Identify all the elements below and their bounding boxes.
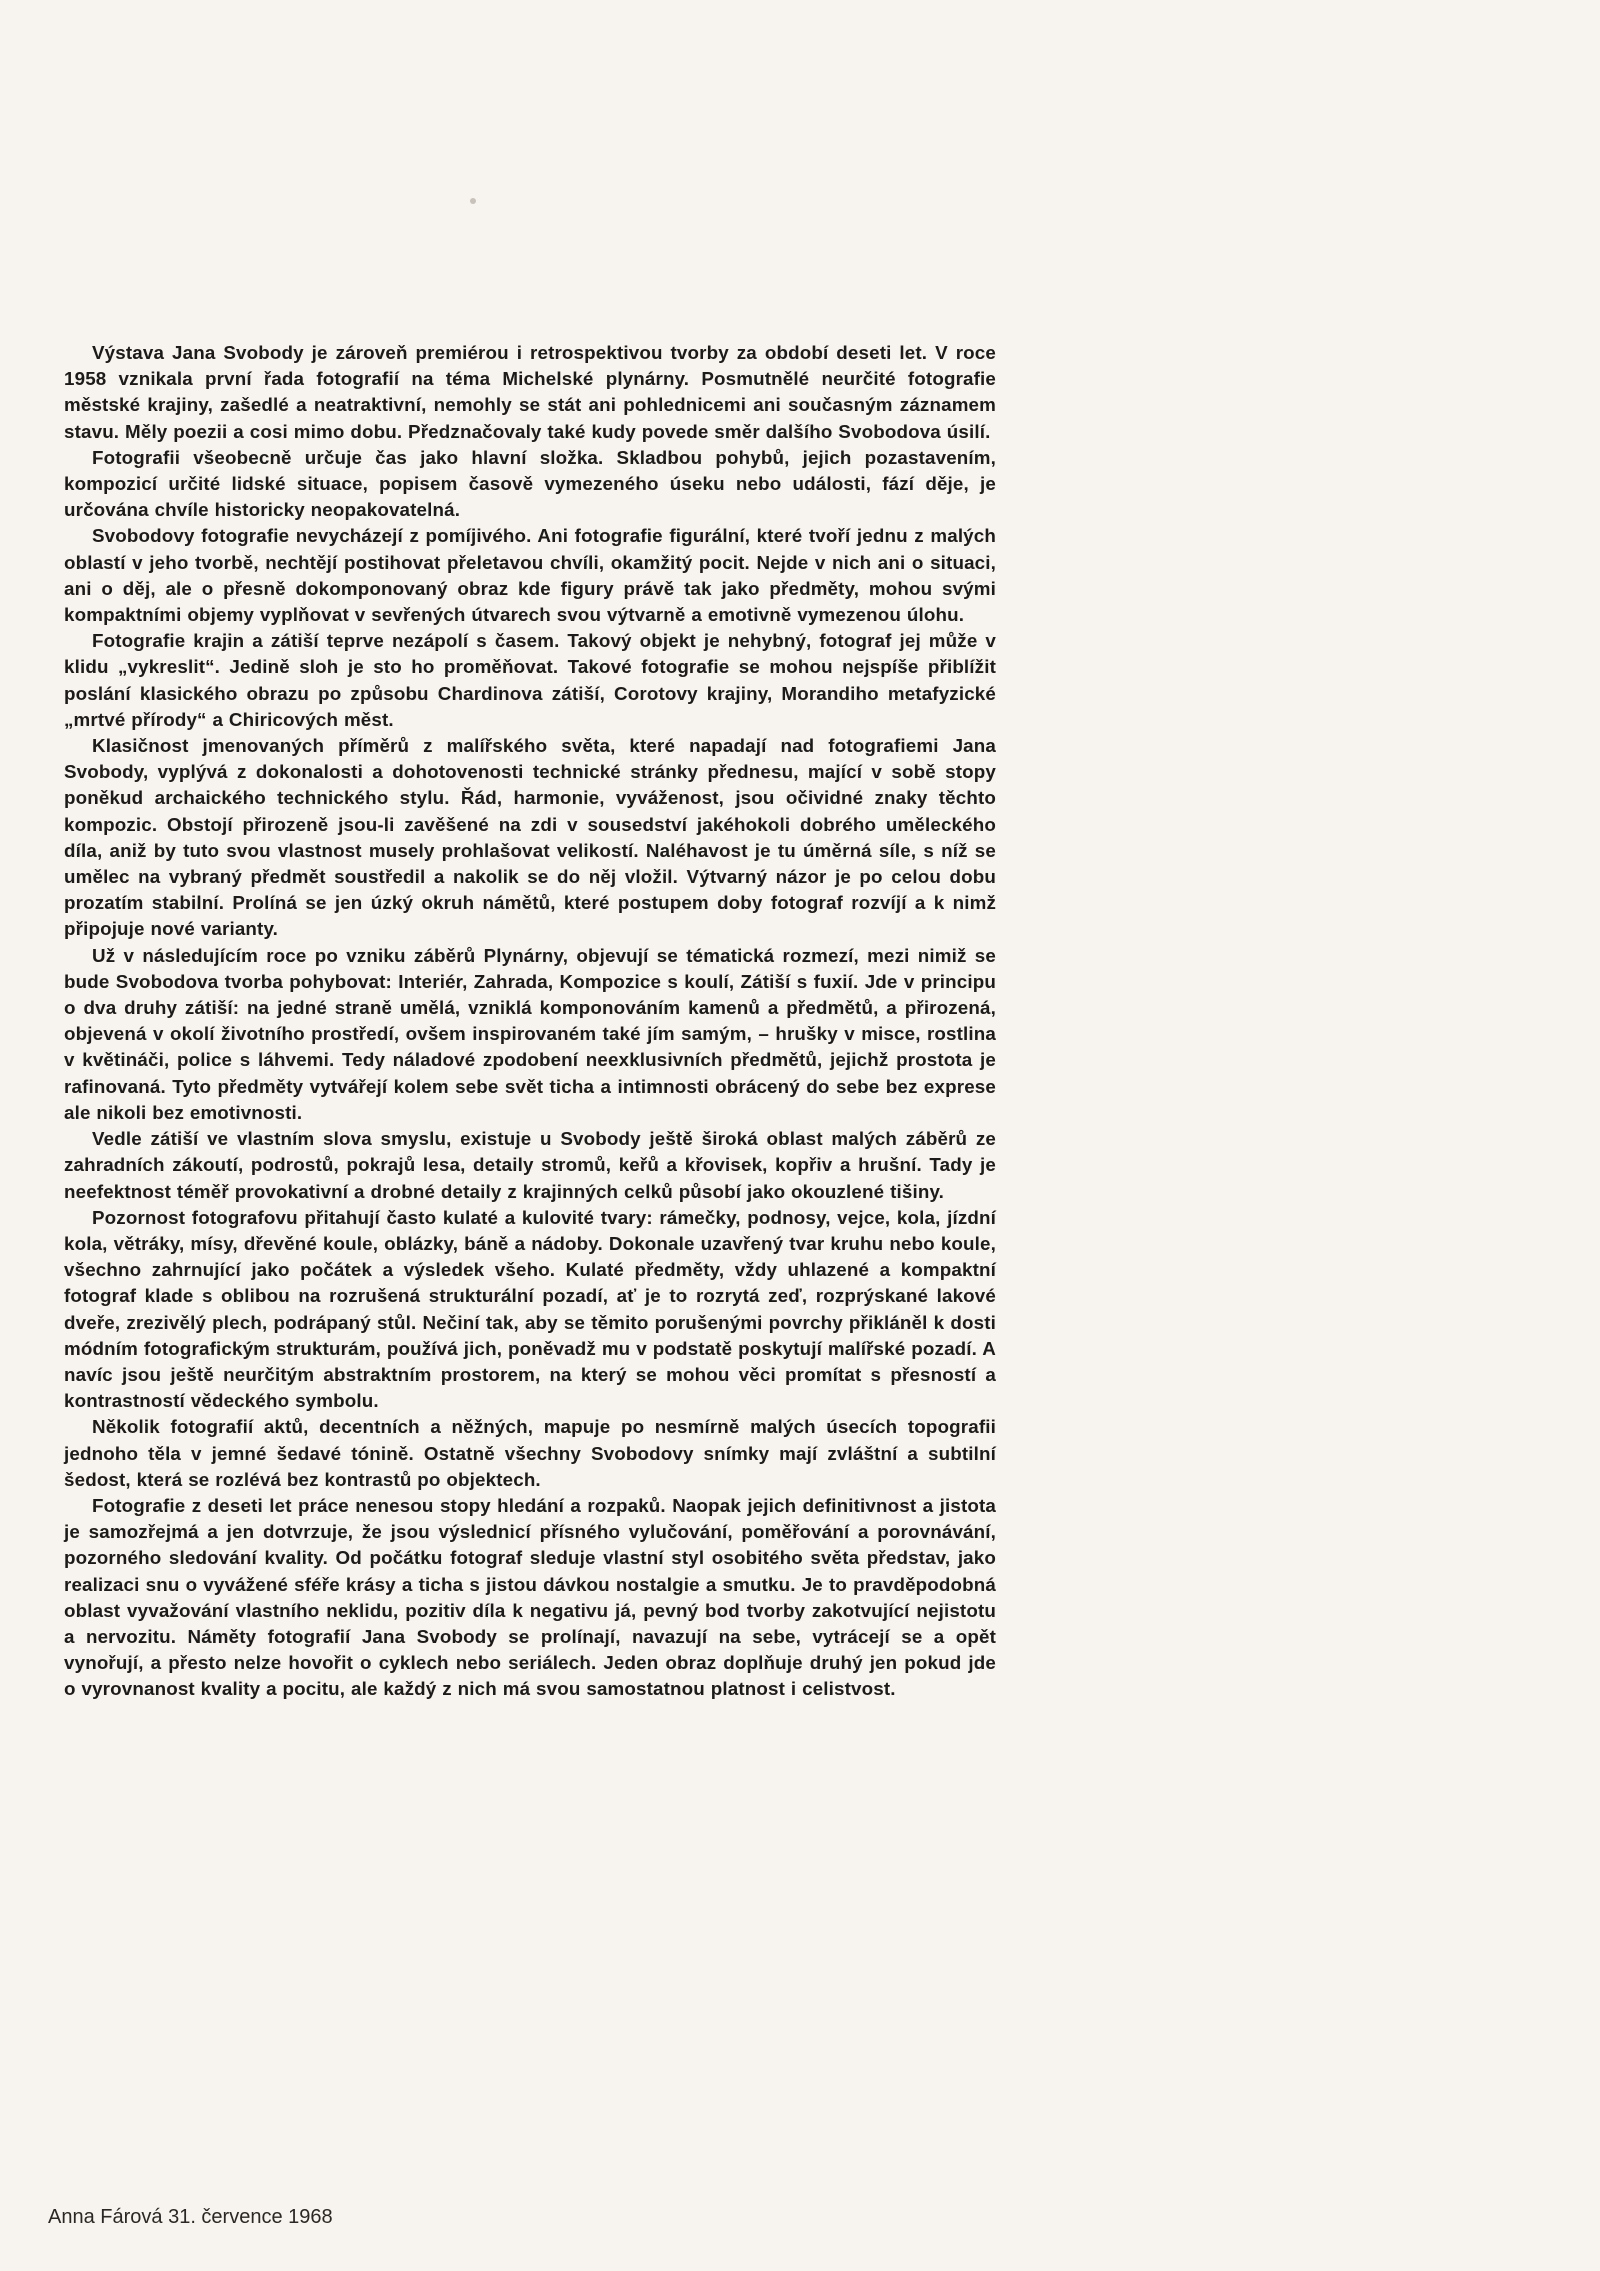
- paper-speck: [470, 198, 476, 204]
- article-body: [64, 340, 996, 1703]
- paragraph-figural: Svobodovy fotografie nevycházejí z pomíjivého. Ani fotografie figurální, které tvoří jednu z malých oblastí v jeho tvorbě, nechtějí postihovat přeletavou chvíli, okamžitý pocit. Nejde v nich ani o situaci, ani o děj, ale o přesně dokomponovaný obraz kde figury právě tak jako předměty, mohou svými kompaktními objemy vyplňovat v sevřených útvarech svou výtvarně a emotivně vymezenou úlohu.: [64, 525, 996, 626]
- paragraph-time: Fotografii všeobecně určuje čas jako hlavní složka. Skladbou pohybů, jejich pozastavením, kompozicí určité lidské situace, popisem časově vymezeného úseku nebo události, fází děje, je určována chvíle historicky neopakovatelná.: [64, 446, 996, 521]
- author-signature: Anna Fárová 31. července 1968: [48, 2206, 333, 2228]
- paragraph-garden: Vedle zátiší ve vlastním slova smyslu, existuje u Svobody ještě široká oblast malých záběrů ze zahradních zákoutí, podrostů, pokrajů lesa, detaily stromů, keřů a křovisek, kopřiv a hrušní. Tady je neefektnost téměř provokativní a drobné detaily z krajinných celků působí jako okouzlené tišiny.: [64, 1128, 996, 1202]
- paragraph-conclusion: Fotografie z deseti let práce nenesou stopy hledání a rozpaků. Naopak jejich definitivnost a jistota je samozřejmá a jen dotvrzuje, že jsou výslednicí přísného vylučování, poměřování a porovnávání, pozorného sledování kvality. Od počátku fotograf sleduje vlastní styl osobitého světa představ, jako realizaci snu o vyvážené sféře krásy a ticha s jistou dávkou nostalgie a smutku. Je to pravděpodobná oblast vyvažování vlastního neklidu, pozitiv díla k negativu já, pevný bod tvorby zakotvující nejistotu a nervozitu. Náměty fotografií Jana Svobody se prolínají, navazují na sebe, vytrácejí se a opět vynořují, a přesto nelze hovořit o cyklech nebo seriálech. Jeden obraz doplňuje druhý jen pokud jde o vyrovnanost kvality a pocitu, ale každý z nich má svou samostatnou platnost i celistvost.: [64, 1494, 996, 1700]
- paragraph-classicism: Klasičnost jmenovaných příměrů z malířského světa, které napadají nad fotografiemi Jana Svobody, vyplývá z dokonalosti a dohotovenosti technické stránky přednesu, mající v sobě stopy poněkud archaického technického stylu. Řád, harmonie, vyváženost, jsou očividné znaky těchto kompozic. Obstojí přirozeně jsou-li zavěšené na zdi v sousedství jakéhokoli dobrého uměleckého díla, aniž by tuto svou vlastnost musely prohlašovat velikostí. Naléhavost je tu úměrná síle, s níž se umělec na vybraný předmět soustředil a nakolik se do něj vložil. Výtvarný názor je po celou dobu prozatím stabilní. Prolíná se jen úzký okruh námětů, které postupem doby fotograf rozvíjí a k nimž připojuje nové varianty.: [64, 735, 996, 940]
- paragraph-intro: Výstava Jana Svobody je zároveň premiérou i retrospektivou tvorby za období deseti let. V roce 1958 vznikala první řada fotografií na téma Michelské plynárny. Posmutnělé neurčité fotografie městské krajiny, zašedlé a neatraktivní, nemohly se stát ani pohlednicemi ani současným záznamem stavu. Měly poezii a cosi mimo dobu. Předznačovaly také kudy povede směr dalšího Svobodova úsilí.: [64, 342, 996, 442]
- paragraph-round-shapes: Pozornost fotografovu přitahují často kulaté a kulovité tvary: rámečky, podnosy, vejce, kola, jízdní kola, větráky, mísy, dřevěné koule, oblázky, báně a nádoby. Dokonale uzavřený tvar kruhu nebo koule, všechno zahrnující jako počátek a výsledek všeho. Kulaté předměty, vždy uhlazené a kompaktní fotograf klade s oblibou na rozrušená strukturální pozadí, ať je to rozrytá zeď, rozprýskané lakové dveře, zrezivělý plech, podrápaný stůl. Nečiní tak, aby se těmito porušenými povrchy přikláněl k dosti módním fotografickým strukturám, používá jich, poněvadž mu v podstatě poskytují malířské pozadí. A navíc jsou ještě neurčitým abstraktním prostorem, na který se mohou věci promítat s přesností a kontrastností vědeckého symbolu.: [64, 1206, 996, 1412]
- paragraph-landscapes: Fotografie krajin a zátiší teprve nezápolí s časem. Takový objekt je nehybný, fotograf jej může v klidu „vykreslit“. Jedině sloh je sto ho proměňovat. Takové fotografie se mohou nejspíše přiblížit poslání klasického obrazu po způsobu Chardinova zátiší, Corotovy krajiny, Morandiho metafyzické „mrtvé přírody“ a Chiricových měst.: [64, 630, 996, 730]
- paragraph-nudes: Několik fotografií aktů, decentních a něžných, mapuje po nesmírně malých úsecích topografii jednoho těla v jemné šedavé tónině. Ostatně všechny Svobodovy snímky mají zvláštní a subtilní šedost, která se rozlévá bez kontrastů po objektech.: [64, 1416, 996, 1490]
- paragraph-still-life: Už v následujícím roce po vzniku záběrů Plynárny, objevují se tématická rozmezí, mezi nimiž se bude Svobodova tvorba pohybovat: Interiér, Zahrada, Kompozice s koulí, Zátiší s fuxií. Jde v principu o dva druhy zátiší: na jedné straně umělá, vzniklá komponováním kamenů a předmětů, a přirozená, objevená v okolí životního prostředí, ovšem inspirovaném také jím samým, – hrušky v misce, rostlina v květináči, police s láhvemi. Tedy náladové zpodobení neexklusivních předmětů, jejichž prostota je rafinovaná. Tyto předměty vytvářejí kolem sebe svět ticha a intimnosti obrácený do sebe bez exprese ale nikoli bez emotivnosti.: [64, 944, 996, 1123]
